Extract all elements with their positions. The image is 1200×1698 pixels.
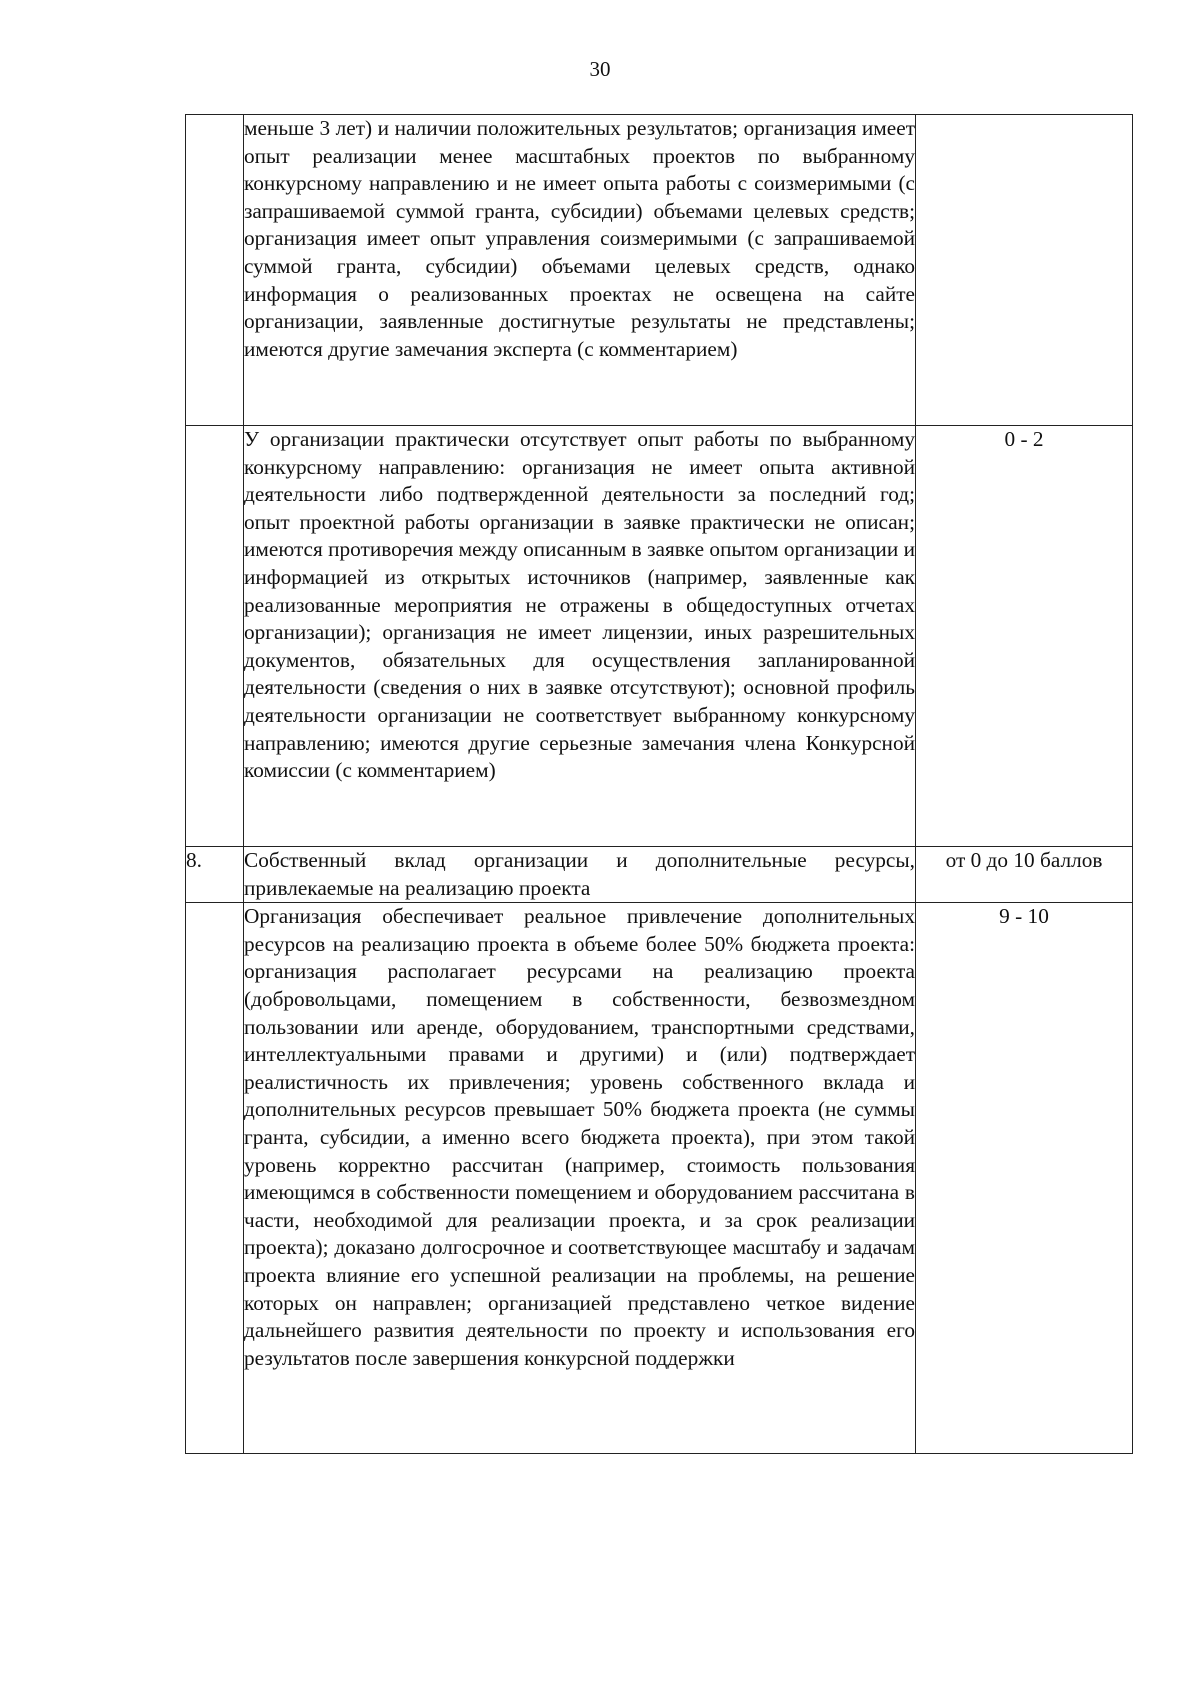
criteria-table xyxy=(185,114,1133,1454)
row-number-cell xyxy=(186,903,244,1454)
criterion-description-cell: меньше 3 лет) и наличии положительных результатов; организация имеет опыт реализации менее масштабных проектов по выбранному конкурсному направлению и не имеет опыта работы с соизмеримыми (с запрашиваемой суммой гранта, субсидии) объемами целевых средств; организация имеет опыт управления соизмеримыми (с запрашиваемой суммой гранта, субсидии) объемами целевых средств, однако информация о реализованных проектах не освещена на сайте организации, заявленные достигнутые результаты не представлены; имеются другие замечания эксперта (с комментарием) xyxy=(244,115,916,426)
criterion-title-cell: Собственный вклад организации и дополнительные ресурсы, привлекаемые на реализацию проекта xyxy=(244,847,916,903)
criterion-description-cell: У организации практически отсутствует опыт работы по выбранному конкурсному направлению: организация не имеет опыта активной деятельности либо подтвержденной деятельности за последний год; опыт проектной работы организации в заявке практически не описан; имеются противоречия между описанным в заявке опытом организации и информацией из открытых источников (например, заявленные как реализованные мероприятия не отражены в общедоступных отчетах организации); организация не имеет лицензии, иных разрешительных документов, обязательных для осуществления запланированной деятельности (сведения о них в заявке отсутствуют); основной профиль деятельности организации не соответствует выбранному конкурсному направлению; имеются другие серьезные замечания члена Конкурсной комиссии (с комментарием) xyxy=(244,426,916,847)
score-range-cell: от 0 до 10 баллов xyxy=(916,847,1133,903)
score-cell: 0 - 2 xyxy=(916,426,1133,847)
row-number-cell: 8. xyxy=(186,847,244,903)
criterion-description-cell: Организация обеспечивает реальное привлечение дополнительных ресурсов на реализацию проекта в объеме более 50% бюджета проекта: организация располагает ресурсами на реализацию проекта (добровольцами, помещением в собственности, безвозмездном пользовании или аренде, оборудованием, транспортными средствами, интеллектуальными правами и другими) и (или) подтверждает реалистичность их привлечения; уровень собственного вклада и дополнительных ресурсов превышает 50% бюджета проекта (не суммы гранта, субсидии, а именно всего бюджета проекта), при этом такой уровень корректно рассчитан (например, стоимость пользования имеющимся в собственности помещением и оборудованием рассчитана в части, необходимой для реализации проекта, и за срок реализации проекта); доказано долгосрочное и соответствующее масштабу и задачам проекта влияние его успешной реализации на проблемы, на решение которых он направлен; организацией представлено четкое видение дальнейшего развития деятельности по проекту и использования его результатов после завершения конкурсной поддержки xyxy=(244,903,916,1454)
page-number: 30 xyxy=(589,57,611,81)
table-row xyxy=(186,903,1133,1454)
score-cell xyxy=(916,115,1133,426)
table-row xyxy=(186,426,1133,847)
row-number-cell xyxy=(186,426,244,847)
table-row xyxy=(186,847,1133,903)
score-cell: 9 - 10 xyxy=(916,903,1133,1454)
table-row xyxy=(186,115,1133,426)
row-number-cell xyxy=(186,115,244,426)
